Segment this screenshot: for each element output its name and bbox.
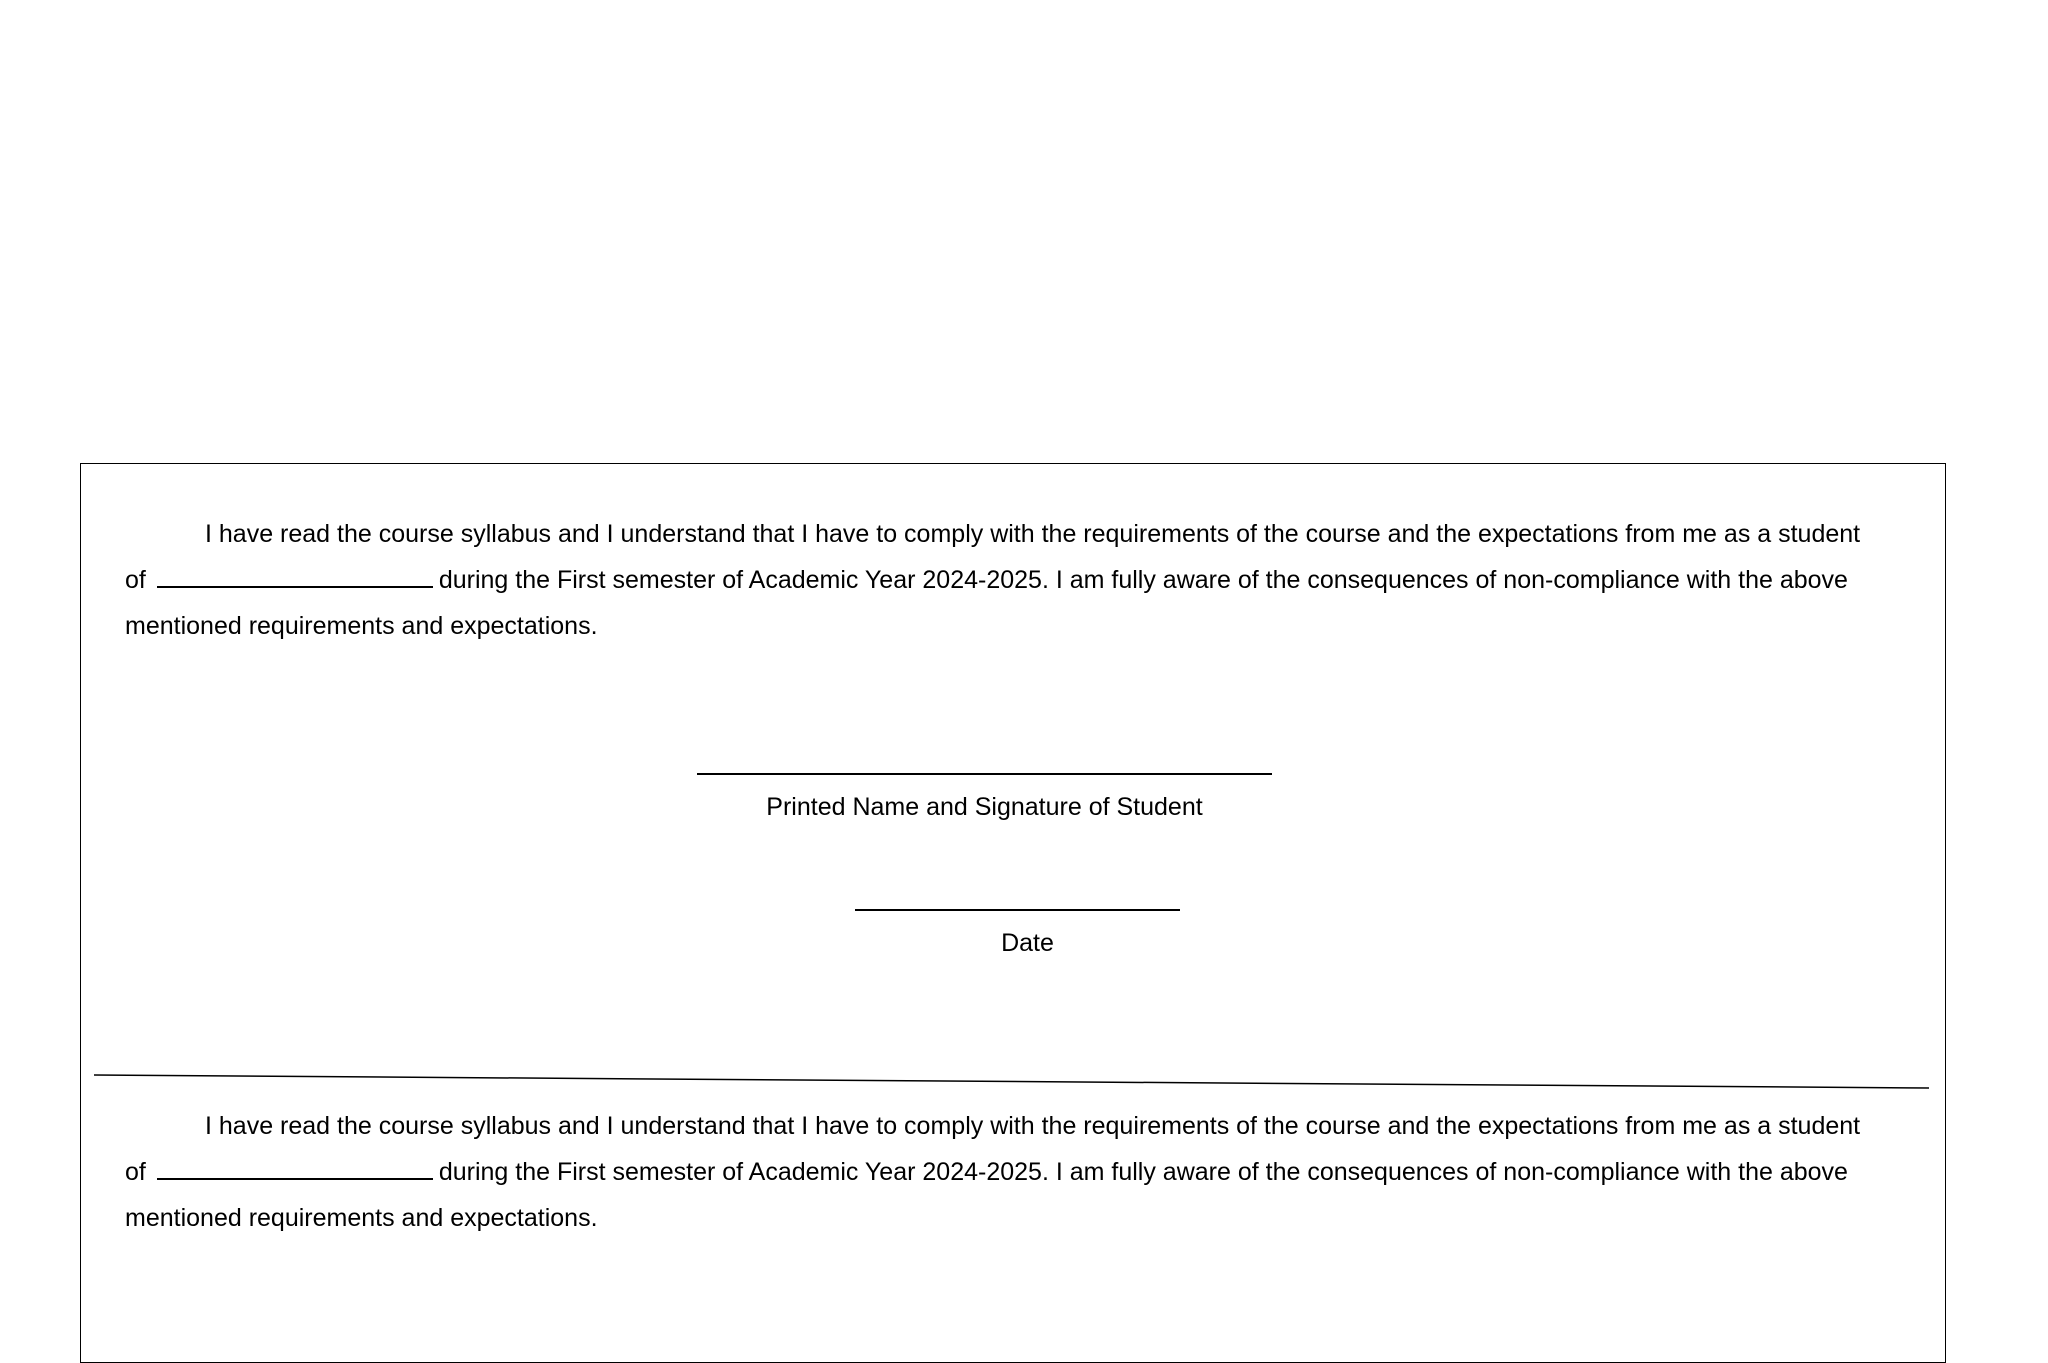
course-name-blank[interactable] <box>157 1156 433 1180</box>
statement-text-part2: during the First semester of Academic Year 2024-2025. I am fully aware of the consequences of non-compliance with the above mentioned requirements and expectations. <box>125 1158 1848 1232</box>
statement-text-part2: during the First semester of Academic Year 2024-2025. I am fully aware of the consequences of non-compliance with the above mentioned requirements and expectations. <box>125 566 1848 640</box>
statement-text-part1: I have read the course syllabus and I understand that I have to comply with the requirements of the course and the expectations from me as a student of <box>125 1112 1861 1186</box>
statement-text-part1: I have read the course syllabus and I understand that I have to comply with the requirements of the course and the expectations from me as a student of <box>125 520 1861 594</box>
date-label: Date <box>1001 929 1054 957</box>
signature-label: Printed Name and Signature of Student <box>766 793 1203 821</box>
acknowledgement-statement-repeat <box>125 1103 1885 1241</box>
